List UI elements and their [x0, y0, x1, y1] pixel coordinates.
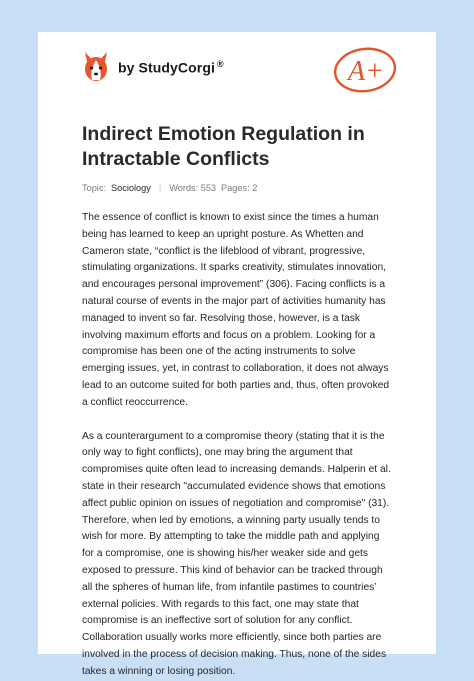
document-header — [82, 32, 392, 112]
topic-label: Topic: — [82, 183, 106, 193]
page-count: Pages: 2 — [221, 183, 258, 193]
meta-divider: | — [158, 183, 162, 193]
corgi-icon — [82, 50, 110, 84]
paragraph: As a counterargument to a compromise theory (stating that it is the only way to fight conflicts), one may bring the argument that compromises quite often lead to increasing demands. Halperin et al. state in their research "accumulated evidence shows that emotions affect public opinion on issues of negotiation and compromise" (31). Therefore, when led by emotions, a winning party usually tends to wish for more. By attempting to take the middle path and applying for a compromise, one is showing his/her weaker side and gets exposed to pressure. This kind of behavior can be tracked through all the spheres of human life, from infantile pastimes to countries’ external policies. With regards to this fact, one may state that compromise is an ineffective sort of solution for any conflict. Collaboration usually works more efficiently, since both parties are involved in the process of decision making. Thus, none of the sides takes a winning or losing position. — [82, 430, 391, 677]
document-body — [82, 210, 392, 681]
studycorgi-logo[interactable] — [82, 50, 224, 84]
grade-label: A+ — [348, 56, 384, 87]
topic-link[interactable]: Sociology — [111, 183, 151, 193]
document-meta — [82, 183, 392, 193]
brand-name: by StudyCorgi ® — [118, 58, 224, 76]
word-count: Words: 553 — [169, 183, 217, 193]
paragraph: The essence of conflict is known to exist since the times a human being has learned to keep an upright posture. As Whetten and Cameron state, “conflict is the lifeblood of vibrant, progressive, stimulating organizations. It sparks creativity, stimulates innovation, and encourages personal improvement” (306). Facing conflicts is a natural course of events in the major part of activities humanity has managed to invent so far. Resolving those, however, is a task involving maximum efforts and focus on a problem. Looking for a compromise has been one of the acting instruments to solve emerging issues, yet, in contrast to collaboration, it does not always lead to an outcome suited for both parties and, thus, often provoked a conflict reoccurrence. — [82, 212, 390, 408]
grade-badge — [330, 44, 400, 96]
document-title: Indirect Emotion Regulation in Intractable Conflicts — [82, 123, 365, 170]
document-page — [38, 32, 436, 677]
